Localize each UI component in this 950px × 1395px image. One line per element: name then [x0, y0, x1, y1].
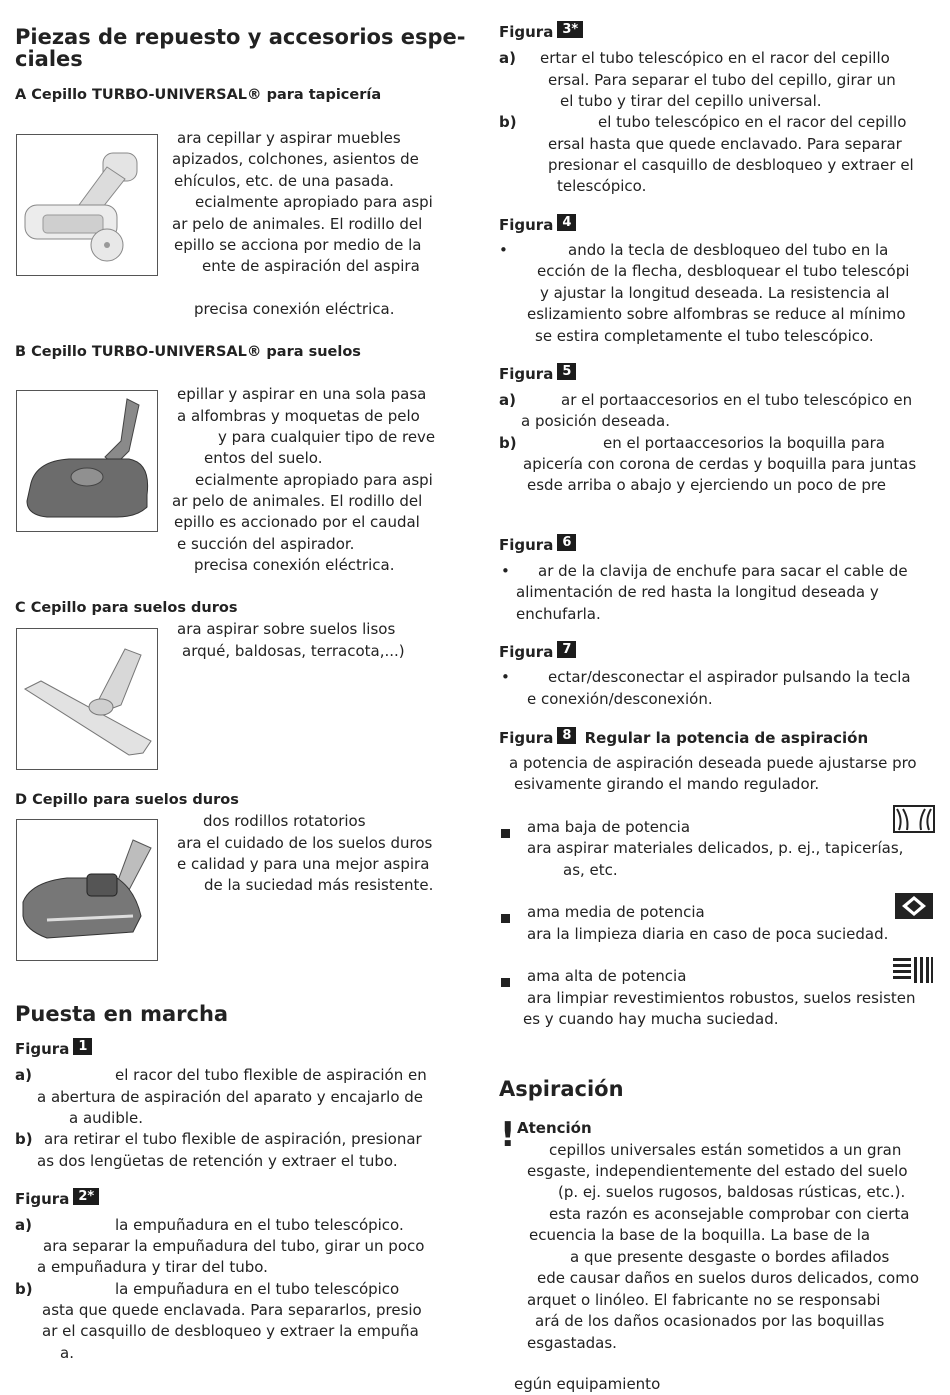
figure-2-text-line: ara separar la empuñadura del tubo, girar un poco	[43, 1237, 425, 1255]
figure-8-label: Figura 8 Regular la potencia de aspiración	[499, 728, 869, 747]
figure-6-text-line: ar de la clavija de enchufe para sacar el cable de	[538, 562, 908, 580]
figure-5-text-line: a posición deseada.	[521, 412, 670, 430]
figure-2-text-line: asta que quede enclavada. Para separarlos, presio	[42, 1301, 422, 1319]
section-d-heading: D Cepillo para suelos duros	[15, 792, 239, 808]
page-title-line2: ciales	[15, 47, 83, 71]
curtain-icon	[893, 805, 935, 837]
section-a-text-line: ar pelo de animales. El rodillo del	[172, 215, 423, 233]
figure-4-text-line: ección de la flecha, desbloquear el tubo telescópi	[537, 262, 910, 280]
figure-6-number: 6	[557, 534, 576, 551]
aspiracion-text-line: ede causar daños en suelos duros delicados, como	[537, 1269, 920, 1287]
section-b-text-line: epillar y aspirar en una sola pasa	[177, 385, 427, 403]
item-b-label: b)	[15, 1130, 33, 1148]
section-a-text-line: ente de aspiración del aspira	[202, 257, 420, 275]
aspiracion-text-line: ecuencia la base de la boquilla. La base de la	[529, 1226, 871, 1244]
figure-1-number: 1	[73, 1038, 92, 1055]
section-a-text-line: ehículos, etc. de una pasada.	[174, 172, 394, 190]
section-a-text-line: apizados, colchones, asientos de	[172, 150, 419, 168]
figure-2-text-line: a.	[60, 1344, 74, 1362]
section-title-aspiracion: Aspiración	[499, 1077, 624, 1101]
figure-3-text-line: el tubo y tirar del cepillo universal.	[560, 92, 822, 110]
figure-6-text-line: enchufarla.	[516, 605, 601, 623]
figure-1-label: Figura 1	[15, 1040, 92, 1059]
hard-floor-brush-image	[16, 628, 158, 770]
figure-2-label: Figura 2*	[15, 1190, 99, 1209]
attention-label: Atención	[517, 1119, 592, 1137]
figure-3-text-line: ersal. Para separar el tubo del cepillo, girar un	[548, 71, 896, 89]
figure-2-number: 2*	[73, 1188, 99, 1205]
section-b-text-line: a alfombras y moquetas de pelo	[177, 407, 420, 425]
item-a-label: a)	[15, 1216, 32, 1234]
section-b-text-line: ecialmente apropiado para aspi	[195, 471, 433, 489]
aspiracion-text-line: esgastadas.	[527, 1334, 617, 1352]
section-c-text-line: arqué, baldosas, terracota,...)	[182, 642, 405, 660]
figure-3-text-line: el tubo telescópico en el racor del cepillo	[598, 113, 907, 131]
figure-4-text-line: se estira completamente el tubo telescópico.	[535, 327, 874, 345]
item-b-label: b)	[15, 1280, 33, 1298]
hard-floor-icon	[893, 957, 933, 987]
section-d-text-line: dos rodillos rotatorios	[203, 812, 366, 830]
bullet-dot: •	[499, 241, 508, 259]
bullet-square	[501, 908, 510, 927]
hard-floor-roller-brush-image	[16, 819, 158, 961]
section-b-text-line: ar pelo de animales. El rodillo del	[172, 492, 423, 510]
aspiracion-text-line: ará de los daños ocasionados por las boquillas	[535, 1312, 885, 1330]
aspiracion-text-line: cepillos universales están sometidos a un gran	[549, 1141, 902, 1159]
upholstery-brush-image	[16, 134, 158, 276]
section-b-text-line: y para cualquier tipo de reve	[218, 428, 436, 446]
figure-3-number: 3*	[557, 21, 583, 38]
figure-1-text-line: a abertura de aspiración del aparato y encajarlo de	[37, 1088, 424, 1106]
figure-6-label: Figura 6	[499, 536, 576, 555]
warning-icon: !	[500, 1115, 516, 1155]
section-title-puesta: Puesta en marcha	[15, 1002, 229, 1026]
figure-7-number: 7	[557, 641, 576, 658]
figure-5-text-line: ar el portaaccesorios en el tubo telescópico en	[561, 391, 913, 409]
section-c-text-line: ara aspirar sobre suelos lisos	[177, 620, 396, 638]
item-a-label: a)	[15, 1066, 32, 1084]
item-a-label: a)	[499, 391, 516, 409]
figure-5-text-line: apicería con corona de cerdas y boquilla para juntas	[523, 455, 917, 473]
figure-2-text-line: a empuñadura y tirar del tubo.	[37, 1258, 268, 1276]
power-level-high-label: ama alta de potencia	[527, 967, 687, 985]
section-b-text-line: entos del suelo.	[204, 449, 323, 467]
power-level-high-text: es y cuando hay mucha suciedad.	[523, 1010, 779, 1028]
figure-5-label: Figura 5	[499, 365, 576, 384]
figure-1-text-line: el racor del tubo flexible de aspiración en	[115, 1066, 427, 1084]
bullet-square	[501, 972, 510, 991]
figure-2-text-line: ar el casquillo de desbloqueo y extraer la empuña	[42, 1322, 419, 1340]
section-a-text-line: epillo se acciona por medio de la	[174, 236, 422, 254]
figure-4-number: 4	[557, 214, 576, 231]
figure-3-label: Figura 3*	[499, 23, 583, 42]
section-d-text-line: de la suciedad más resistente.	[204, 876, 434, 894]
figure-4-text-line: eslizamiento sobre alfombras se reduce al mínimo	[527, 305, 906, 323]
page-title-line1: Piezas de repuesto y accesorios espe-	[15, 25, 466, 49]
figure-1-text-line: a audible.	[69, 1109, 144, 1127]
section-d-text-line: ara el cuidado de los suelos duros	[177, 834, 433, 852]
item-b-label: b)	[499, 113, 517, 131]
power-level-low-text: ara aspirar materiales delicados, p. ej., tapicerías,	[527, 839, 904, 857]
power-level-medium-label: ama media de potencia	[527, 903, 705, 921]
figure-3-text-line: presionar el casquillo de desbloqueo y extraer el	[548, 156, 914, 174]
section-b-text-line: e succión del aspirador.	[177, 535, 355, 553]
footnote: egún equipamiento	[514, 1375, 661, 1393]
figure-5-number: 5	[557, 363, 576, 380]
figure-4-text-line: ando la tecla de desbloqueo del tubo en la	[568, 241, 889, 259]
figure-1-text-line: ara retirar el tubo flexible de aspiración, presionar	[44, 1130, 422, 1148]
figure-8-text-line: esivamente girando el mando regulador.	[514, 775, 820, 793]
figure-2-text-line: la empuñadura en el tubo telescópico	[115, 1280, 400, 1298]
floor-turbo-brush-image	[16, 390, 158, 532]
figure-1-text-line: as dos lengüetas de retención y extraer el tubo.	[37, 1152, 398, 1170]
section-a-text-line: ara cepillar y aspirar muebles	[177, 129, 401, 147]
section-c-heading: C Cepillo para suelos duros	[15, 600, 238, 616]
section-b-text-line: precisa conexión eléctrica.	[194, 556, 395, 574]
figure-7-label: Figura 7	[499, 643, 576, 662]
figure-5-text-line: en el portaaccesorios la boquilla para	[603, 434, 885, 452]
power-level-low-label: ama baja de potencia	[527, 818, 691, 836]
section-a-text-line: ecialmente apropiado para aspi	[195, 193, 433, 211]
section-b-heading: B Cepillo TURBO-UNIVERSAL® para suelos	[15, 344, 361, 360]
figure-3-text-line: ertar el tubo telescópico en el racor del cepillo	[540, 49, 890, 67]
power-level-medium-text: ara la limpieza diaria en caso de poca suciedad.	[527, 925, 889, 943]
section-d-text-line: e calidad y para una mejor aspira	[177, 855, 430, 873]
power-level-low-text: as, etc.	[563, 861, 618, 879]
figure-8-text-line: a potencia de aspiración deseada puede ajustarse pro	[509, 754, 917, 772]
figure-3-text-line: telescópico.	[557, 177, 647, 195]
section-b-text-line: epillo es accionado por el caudal	[174, 513, 420, 531]
section-a-text-line: precisa conexión eléctrica.	[194, 300, 395, 318]
carpet-icon	[895, 893, 933, 923]
figure-2-text-line: la empuñadura en el tubo telescópico.	[115, 1216, 404, 1234]
aspiracion-text-line: arquet o linóleo. El fabricante no se responsabi	[527, 1291, 881, 1309]
figure-7-text-line: ectar/desconectar el aspirador pulsando la tecla	[548, 668, 911, 686]
figure-6-text-line: alimentación de red hasta la longitud deseada y	[516, 583, 879, 601]
figure-8-number: 8	[557, 727, 576, 744]
figure-8-title: Regular la potencia de aspiración	[584, 729, 869, 747]
figure-5-text-line: esde arriba o abajo y ejerciendo un poco de pre	[527, 476, 886, 494]
figure-4-label: Figura 4	[499, 216, 576, 235]
item-a-label: a)	[499, 49, 516, 67]
figure-4-text-line: y ajustar la longitud deseada. La resistencia al	[540, 284, 890, 302]
figure-3-text-line: ersal hasta que quede enclavado. Para separar	[548, 135, 902, 153]
aspiracion-text-line: (p. ej. suelos rugosos, baldosas rústicas, etc.).	[558, 1183, 906, 1201]
aspiracion-text-line: esta razón es aconsejable comprobar con cierta	[549, 1205, 910, 1223]
figure-7-text-line: e conexión/desconexión.	[527, 690, 713, 708]
item-b-label: b)	[499, 434, 517, 452]
bullet-dot: •	[501, 562, 510, 580]
aspiracion-text-line: esgaste, independientemente del estado del suelo	[527, 1162, 908, 1180]
section-a-heading: A Cepillo TURBO-UNIVERSAL® para tapicería	[15, 87, 382, 103]
bullet-square	[501, 823, 510, 842]
aspiracion-text-line: a que presente desgaste o bordes afilados	[570, 1248, 890, 1266]
bullet-dot: •	[501, 668, 510, 686]
power-level-high-text: ara limpiar revestimientos robustos, suelos resisten	[527, 989, 916, 1007]
